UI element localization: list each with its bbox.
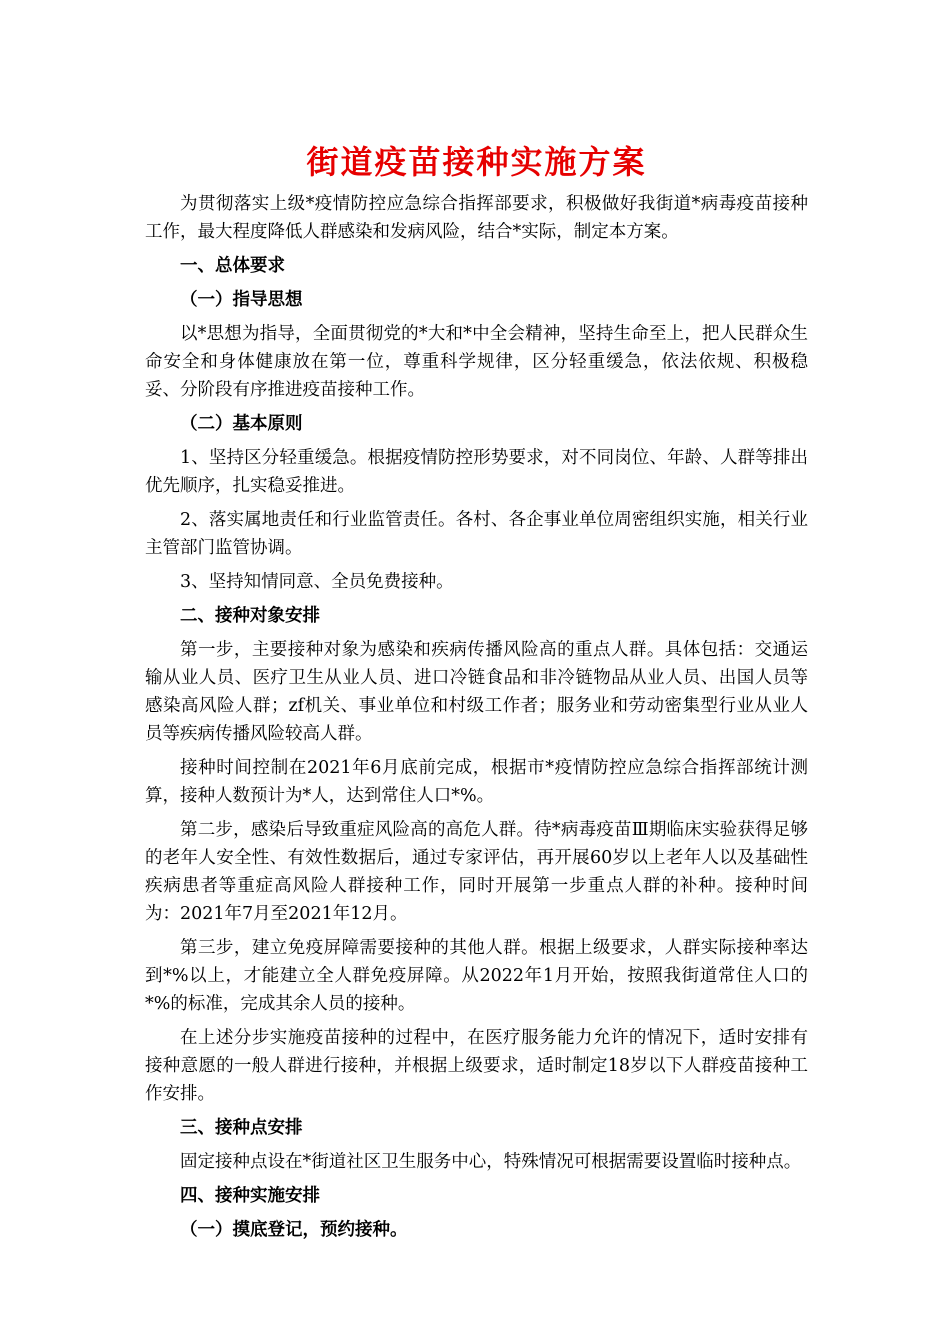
document-body — [145, 138, 808, 1250]
paragraph: 2、落实属地责任和行业监管责任。各村、各企事业单位周密组织实施，相关行业主管部门监管协调。 — [145, 510, 808, 558]
paragraph: 第二步，感染后导致重症风险高的高危人群。待*病毒疫苗Ⅲ期临床实验获得足够的老年人安全性、有效性数据后，通过专家评估，再开展60岁以上老年人以及基础性疾病患者等重症高风险人群接种工作，同时开展第一步重点人群的补种。接种时间为：2021年7月至2021年12月。 — [145, 820, 808, 924]
paragraph: 第一步，主要接种对象为感染和疾病传播风险高的重点人群。具体包括：交通运输从业人员、医疗卫生从业人员、进口冷链食品和非冷链物品从业人员、出国人员等感染高风险人群；zf机关、事业单位和村级工作者；服务业和劳动密集型行业从业人员等疾病传播风险较高人群。 — [145, 640, 808, 744]
paragraph: 第三步，建立免疫屏障需要接种的其他人群。根据上级要求，人群实际接种率达到*%以上，才能建立全人群免疫屏障。从2022年1月开始，按照我街道常住人口的*%的标准，完成其余人员的接种。 — [145, 938, 808, 1014]
subsection-heading: （一）摸底登记，预约接种。 — [180, 1220, 408, 1240]
paragraph: 1、坚持区分轻重缓急。根据疫情防控形势要求，对不同岗位、年龄、人群等排出优先顺序，扎实稳妥推进。 — [145, 448, 808, 496]
paragraph: 固定接种点设在*街道社区卫生服务中心，特殊情况可根据需要设置临时接种点。 — [180, 1152, 802, 1172]
paragraph: 接种时间控制在2021年6月底前完成，根据市*疫情防控应急综合指挥部统计测算，接种人数预计为*人，达到常住人口*%。 — [145, 758, 808, 806]
subsection-heading: （二）基本原则 — [180, 414, 303, 434]
paragraph: 3、坚持知情同意、全员免费接种。 — [180, 572, 454, 592]
section-heading: 一、总体要求 — [180, 256, 285, 276]
section-heading: 二、接种对象安排 — [180, 606, 320, 626]
section-heading: 三、接种点安排 — [180, 1118, 303, 1138]
paragraph: 以*思想为指导，全面贯彻党的*大和*中全会精神，坚持生命至上，把人民群众生命安全和身体健康放在第一位，尊重科学规律，区分轻重缓急，依法依规、积极稳妥、分阶段有序推进疫苗接种工作。 — [145, 324, 808, 400]
document-title: 街道疫苗接种实施方案 — [306, 143, 647, 181]
paragraph: 在上述分步实施疫苗接种的过程中，在医疗服务能力允许的情况下，适时安排有接种意愿的一般人群进行接种，并根据上级要求，适时制定18岁以下人群疫苗接种工作安排。 — [145, 1028, 808, 1104]
subsection-heading: （一）指导思想 — [180, 290, 303, 310]
intro-paragraph: 为贯彻落实上级*疫情防控应急综合指挥部要求，积极做好我街道*病毒疫苗接种工作，最大程度降低人群感染和发病风险，结合*实际，制定本方案。 — [145, 194, 808, 242]
section-heading: 四、接种实施安排 — [180, 1186, 320, 1206]
